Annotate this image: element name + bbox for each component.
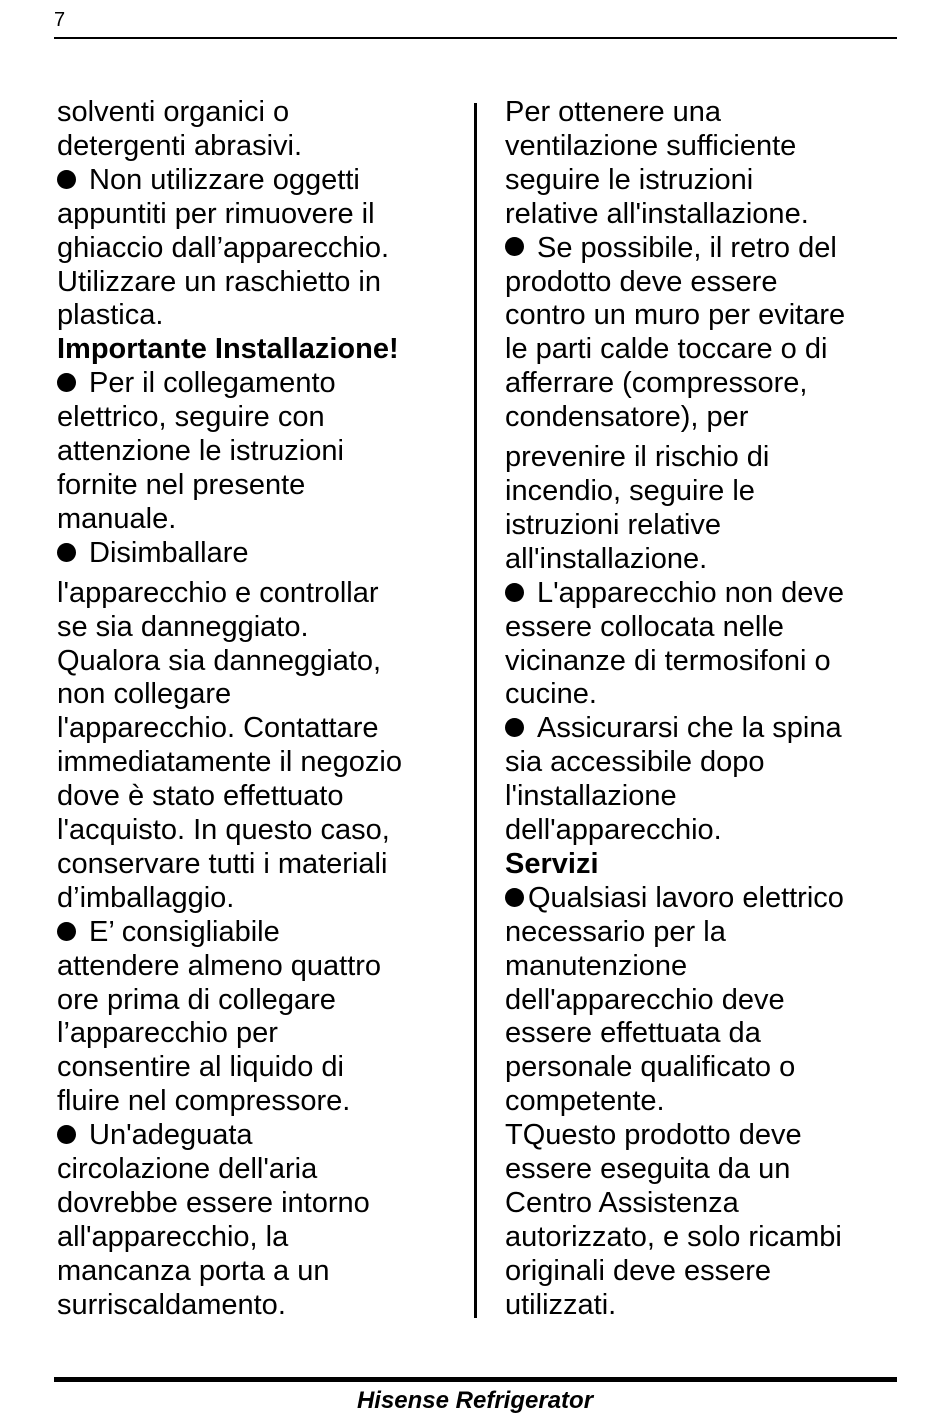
line-text: istruzioni relative [505, 508, 721, 541]
section-heading [57, 333, 457, 367]
line-text: consentire al liquido di [57, 1051, 344, 1084]
line-text: l'apparecchio. Contattare [57, 712, 379, 745]
text-line [505, 198, 897, 232]
text-line [505, 984, 897, 1018]
text-line [57, 1017, 457, 1051]
text-line [57, 469, 457, 503]
line-text: L'apparecchio non deve [537, 576, 845, 609]
line-text: dove è stato effettuato [57, 780, 344, 813]
text-line [505, 367, 897, 401]
line-text: essere collocata nelle [505, 610, 784, 643]
line-text: non collegare [57, 678, 232, 711]
line-text: Se possibile, il retro del [537, 231, 837, 264]
text-line [57, 435, 457, 469]
line-text: utilizzati. [505, 1288, 617, 1321]
line-text: l’apparecchio per [57, 1017, 278, 1050]
text-line [505, 1221, 897, 1255]
text-line [57, 645, 457, 679]
line-text: d’imballaggio. [57, 881, 235, 914]
text-line [505, 333, 897, 367]
line-text: Assicurarsi che la spina [537, 712, 842, 745]
text-line [57, 299, 457, 333]
text-line [505, 1289, 897, 1323]
text-line [505, 509, 897, 543]
bullet-icon [505, 718, 524, 737]
line-text: Qualora sia danneggiato, [57, 644, 382, 677]
text-line [57, 712, 457, 746]
text-line [505, 164, 897, 198]
line-text: essere eseguita da un [505, 1153, 791, 1186]
line-text: cucine. [505, 678, 597, 711]
line-text: ghiaccio dall’apparecchio. [57, 231, 390, 264]
line-text: vicinanze di termosifoni o [505, 644, 831, 677]
text-line [57, 198, 457, 232]
line-text: Un'adeguata [89, 1119, 253, 1152]
line-text: condensatore), per [505, 401, 749, 434]
header-rule [54, 37, 897, 39]
text-line [57, 780, 457, 814]
text-line [57, 96, 457, 130]
line-text: l'acquisto. In questo caso, [57, 814, 390, 847]
text-line [57, 266, 457, 300]
text-line [57, 1289, 457, 1323]
line-text: l'installazione [505, 780, 677, 813]
line-text: manutenzione [505, 949, 688, 982]
text-line [57, 916, 457, 950]
text-line [505, 1051, 897, 1085]
text-line [57, 882, 457, 916]
line-text: attenzione le istruzioni [57, 435, 344, 468]
right-column [505, 96, 897, 1323]
line-text: ventilazione sufficiente [505, 129, 797, 162]
bullet-icon [57, 543, 76, 562]
text-line [57, 1051, 457, 1085]
text-line [505, 882, 897, 916]
text-line [57, 537, 457, 571]
bullet-icon [505, 583, 524, 602]
column-divider [474, 103, 477, 1318]
text-line [57, 401, 457, 435]
text-line [505, 577, 897, 611]
line-text: fornite nel presente [57, 468, 306, 501]
line-text: sia accessibile dopo [505, 746, 765, 779]
line-text: le parti calde toccare o di [505, 333, 828, 366]
line-text: all'installazione. [505, 542, 708, 575]
text-line [505, 645, 897, 679]
text-line [505, 712, 897, 746]
line-text: Importante Installazione! [57, 333, 399, 366]
line-text: dell'apparecchio. [505, 814, 722, 847]
line-text: solventi organici o [57, 96, 290, 128]
text-line [505, 96, 897, 130]
text-line [57, 232, 457, 266]
text-line [57, 577, 457, 611]
text-line [57, 611, 457, 645]
line-text: elettrico, seguire con [57, 401, 325, 434]
text-line [57, 1153, 457, 1187]
bullet-icon [57, 373, 76, 392]
text-line [505, 1255, 897, 1289]
line-text: essere effettuata da [505, 1017, 761, 1050]
text-line [505, 475, 897, 509]
line-text: appuntiti per rimuovere il [57, 197, 375, 230]
line-text: Per il collegamento [89, 367, 336, 400]
line-text: conservare tutti i materiali [57, 847, 388, 880]
line-text: autorizzato, e solo ricambi [505, 1220, 842, 1253]
text-line [505, 401, 897, 435]
line-text: immediatamente il negozio [57, 746, 402, 779]
text-line [505, 1187, 897, 1221]
text-line [505, 780, 897, 814]
line-text: mancanza porta a un [57, 1254, 330, 1287]
line-text: l'apparecchio e controllar [57, 576, 379, 609]
footer-brand: Hisense Refrigerator [356, 1387, 594, 1414]
line-text: relative all'installazione. [505, 197, 809, 230]
text-line [505, 441, 897, 475]
line-text: prevenire il rischio di [505, 441, 770, 474]
text-line [57, 1119, 457, 1153]
bullet-icon [57, 1125, 76, 1144]
text-line [57, 367, 457, 401]
bullet-icon [57, 170, 76, 189]
line-text: necessario per la [505, 915, 726, 948]
line-text: personale qualificato o [505, 1051, 796, 1084]
line-text: Qualsiasi lavoro elettrico [528, 881, 844, 914]
line-text: dovrebbe essere intorno [57, 1187, 370, 1219]
left-column [57, 96, 457, 1323]
line-text: ore prima di collegare [57, 983, 336, 1016]
line-text: afferrare (compressore, [505, 367, 808, 400]
line-text: Per ottenere una [505, 96, 722, 128]
text-line [505, 814, 897, 848]
text-line [505, 746, 897, 780]
text-line [57, 678, 457, 712]
line-text: TQuesto prodotto deve [505, 1119, 802, 1152]
line-text: surriscaldamento. [57, 1288, 286, 1321]
text-line [57, 814, 457, 848]
line-text: manuale. [57, 502, 177, 535]
section-heading [505, 848, 897, 882]
bullet-icon [505, 237, 524, 256]
page-number: 7 [54, 9, 66, 31]
line-text: attendere almeno quattro [57, 949, 382, 982]
line-text: incendio, seguire le [505, 474, 755, 507]
line-text: plastica. [57, 299, 164, 332]
line-text: contro un muro per evitare [505, 299, 846, 332]
line-text: Utilizzare un raschietto in [57, 265, 381, 298]
text-line [57, 130, 457, 164]
text-line [505, 232, 897, 266]
line-text: Servizi [505, 847, 599, 880]
text-line [57, 848, 457, 882]
text-line [505, 266, 897, 300]
text-line [505, 1085, 897, 1119]
text-line [505, 1153, 897, 1187]
line-text: E’ consigliabile [89, 915, 280, 948]
text-line [57, 503, 457, 537]
bullet-icon [57, 922, 76, 941]
line-text: competente. [505, 1085, 665, 1118]
text-line [57, 746, 457, 780]
line-text: dell'apparecchio deve [505, 983, 785, 1016]
line-text: detergenti abrasivi. [57, 129, 303, 162]
line-text: seguire le istruzioni [505, 163, 754, 196]
text-line [57, 1221, 457, 1255]
text-line [505, 916, 897, 950]
text-line [505, 130, 897, 164]
line-text: fluire nel compressore. [57, 1085, 351, 1118]
text-line [505, 611, 897, 645]
line-text: all'apparecchio, la [57, 1220, 289, 1253]
text-line [505, 1119, 897, 1153]
text-line [57, 164, 457, 198]
line-text: circolazione dell'aria [57, 1153, 318, 1186]
text-line [505, 1017, 897, 1051]
line-text: Non utilizzare oggetti [89, 163, 360, 196]
text-line [57, 1187, 457, 1221]
text-line [57, 1255, 457, 1289]
text-line [57, 950, 457, 984]
footer-rule [54, 1377, 897, 1382]
line-text: Disimballare [89, 536, 249, 569]
text-line [505, 950, 897, 984]
line-text: se sia danneggiato. [57, 610, 309, 643]
text-line [505, 299, 897, 333]
line-text: prodotto deve essere [505, 265, 778, 298]
bullet-icon [505, 888, 524, 907]
line-text: Centro Assistenza [505, 1187, 739, 1219]
text-line [505, 678, 897, 712]
text-line [57, 1085, 457, 1119]
line-text: originali deve essere [505, 1254, 771, 1287]
text-line [505, 543, 897, 577]
text-line [57, 984, 457, 1018]
